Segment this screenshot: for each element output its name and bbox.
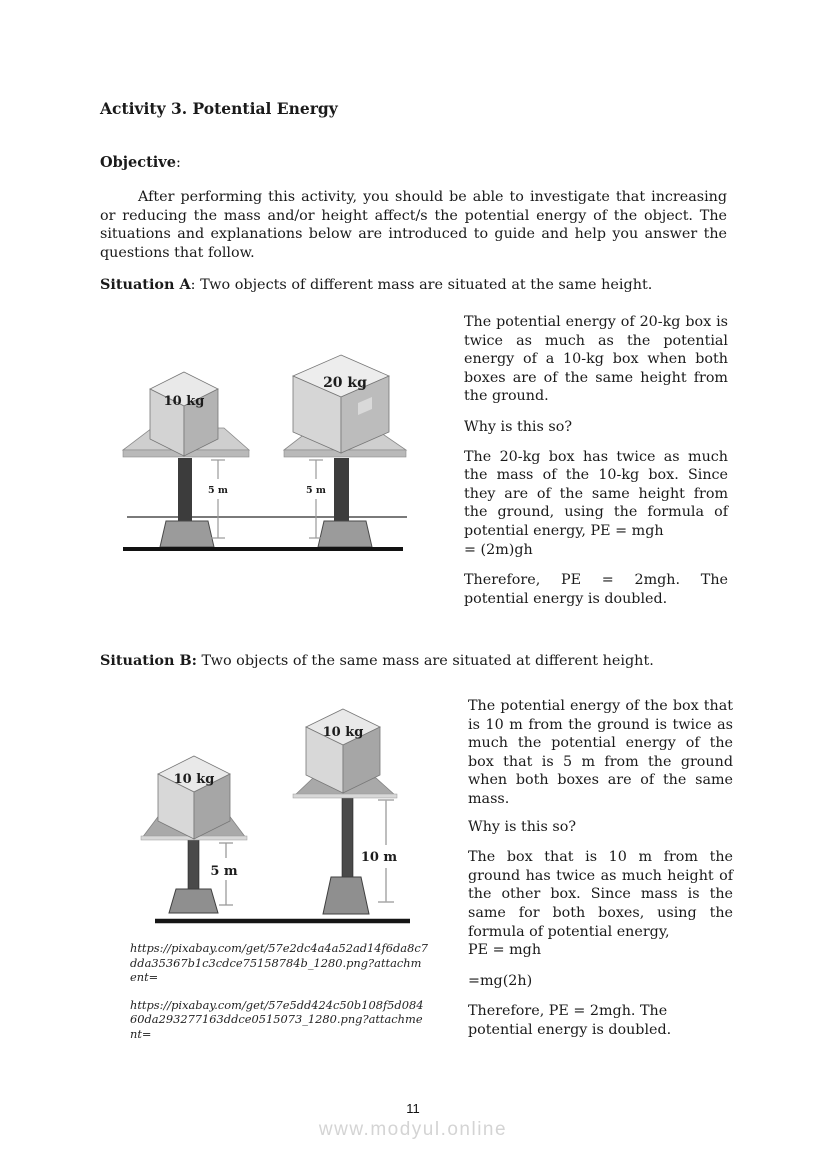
figure-b-right-box-label: 10 kg xyxy=(322,725,364,740)
figure-b-left-height-label: 5 m xyxy=(210,864,238,879)
situation-b-heading-text: Two objects of the same mass are situated at different height. xyxy=(196,653,654,669)
figure-a-left-box xyxy=(150,372,218,456)
situation-b-para1: The potential energy of the box that is 10 m from the ground is twice as much the potential energy of the box that is 5 m from the ground when both boxes are of the same mass. xyxy=(468,698,733,807)
intro-paragraph: After performing this activity, you should be able to investigate that increasing or reducing the mass and/or height affect/s the potential energy of the object. The situations and explanations below are introduced to guide and help you answer the questions that follow. xyxy=(100,189,727,261)
situation-a-para1: The potential energy of 20-kg box is twice as much as the potential energy of a 10-kg box when both boxes are of the same height from the ground. xyxy=(464,314,728,405)
situation-a-conclusion: Therefore, PE = 2mgh. The potential energy is doubled. xyxy=(464,572,728,607)
objective-label: Objective xyxy=(100,154,176,171)
source-url-2: https://pixabay.com/get/57e5dd424c50b108f5d08460da293277163ddce0515073_1280.png?attachment= xyxy=(130,997,424,1041)
figure-b-right-height-label: 10 m xyxy=(360,850,398,865)
situation-a-para2: The 20-kg box has twice as much the mass of the 10-kg box. Since they are of the same height from the ground, using the formula of potential energy, PE = mgh xyxy=(464,448,728,539)
situation-b-formula-1: PE = mgh xyxy=(468,942,542,959)
page-number: 11 xyxy=(406,1101,420,1116)
situation-b-heading xyxy=(100,652,727,669)
situation-a-explanation xyxy=(464,313,728,620)
situation-b-conclusion: Therefore, PE = 2mgh. The potential energy is doubled. xyxy=(468,1003,672,1038)
figure-a-right-box-label: 20 kg xyxy=(323,375,367,391)
situation-a-formula: = (2m)gh xyxy=(464,541,533,558)
figure-a-right-box xyxy=(293,355,389,453)
figure-b-left-box-label: 10 kg xyxy=(173,772,215,787)
situation-a-heading-text: : Two objects of different mass are situated at the same height. xyxy=(190,277,653,293)
situation-b-question: Why is this so? xyxy=(468,818,576,835)
situation-a-heading xyxy=(100,276,727,293)
figure-a-right-height-measure xyxy=(309,460,323,538)
objective-colon: : xyxy=(175,155,181,171)
objective-heading xyxy=(100,154,181,171)
image-sources xyxy=(130,941,428,1055)
situation-a-question: Why is this so? xyxy=(464,418,572,435)
situation-b-explanation xyxy=(468,697,733,1052)
situation-b-label: Situation B: xyxy=(100,652,197,669)
situation-a-label: Situation A xyxy=(100,276,191,293)
situation-b-formula-2: =mg(2h) xyxy=(468,972,533,989)
figure-a-right-height-label: 5 m xyxy=(306,485,326,496)
figure-situation-a xyxy=(115,345,425,555)
source-url-1: https://pixabay.com/get/57e2dc4a4a52ad14f6da8c7dda35367b1c3cdce75158784b_1280.png?attachment= xyxy=(130,941,428,985)
figure-a-left-box-label: 10 kg xyxy=(163,394,205,409)
activity-title: Activity 3. Potential Energy xyxy=(100,99,338,118)
figure-a-left-pedestal xyxy=(123,372,249,547)
figure-b-left-pedestal xyxy=(141,756,247,913)
figure-a-right-pedestal xyxy=(284,355,406,547)
figure-b-left-box xyxy=(158,756,230,839)
figure-a-left-height-measure xyxy=(211,460,225,538)
figure-b-right-pedestal xyxy=(293,709,397,914)
figure-b-right-box xyxy=(306,709,380,793)
watermark: www.modyul.online xyxy=(318,1119,508,1140)
figure-situation-b xyxy=(135,695,415,930)
situation-b-para2: The box that is 10 m from the ground has twice as much height of the other box. Since mass is the same for both boxes, using the formula of potential energy, xyxy=(468,849,733,940)
figure-a-left-height-label: 5 m xyxy=(208,485,228,496)
